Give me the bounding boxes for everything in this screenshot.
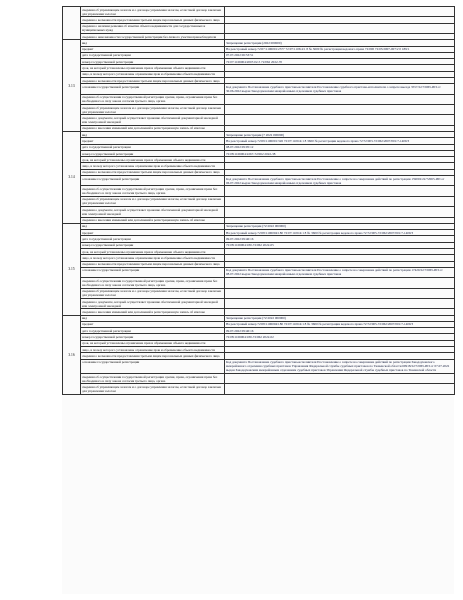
section-number: 3.14 — [63, 132, 81, 224]
field-value: Код документа Постановление судебного пристава-исполнителя Постановление о запрете на совершение действий по регистрации 159002/22/72065-ИП от 06.07.2022 выдан Заводоуковским межрайонным отделением судебных приставов — [225, 176, 455, 186]
field-label: лицо, в пользу которого установлены ограничение прав и обременение объекта недвижимости — [81, 255, 225, 261]
field-label: основание государственной регистрации — [81, 84, 225, 94]
field-value — [225, 374, 455, 384]
field-value: Код документа Постановление судебного пристава-исполнителя Постановление судебного пристава-исполнителя о запрете выезда 3557/22/72065-ИП от 30.06.2022 выдан Заводоуковским межрайонным отделением судебных приставов — [225, 84, 455, 94]
field-value: Код документа Постановление судебного пристава-исполнителя Постановление о запрете на совершение действий по регистрации 17420/22/72065-ИП от 08.07.2022 выдан Заводоуковским межрайонным отделением судебных приставов — [225, 267, 455, 277]
field-label: вид — [81, 40, 225, 46]
field-label: срок, на который установлены ограничение прав и обременение объекта недвижимости — [81, 248, 225, 254]
section-number: 3.13 — [63, 40, 81, 132]
field-label: сведения об осуществлении государственной регистрации сделки, права, ограничения права без необходимого в силу закона согласия третьего лица, органа — [81, 278, 225, 288]
field-value — [225, 384, 455, 394]
field-label: предмет — [81, 138, 225, 144]
field-label: сведения об осуществлении государственной регистрации сделки, права, ограничения права без необходимого в силу закона согласия третьего лица, органа — [81, 374, 225, 384]
field-value: 72:08:1106004:180-72/062 2022-05 — [225, 242, 455, 248]
field-label: предмет — [81, 46, 225, 52]
field-value — [225, 186, 455, 196]
field-label: вид — [81, 223, 225, 229]
field-value — [225, 115, 455, 125]
field-label: номер государственной регистрации — [81, 334, 225, 340]
field-value: 09.07.2022 09:46:16 — [225, 236, 455, 242]
field-label: номер государственной регистрации — [81, 242, 225, 248]
field-label: дата государственной регистрации — [81, 328, 225, 334]
table-row — [63, 374, 455, 384]
table-row — [63, 186, 455, 196]
field-label: сведения о внесении изменений или дополнений в регистрационную запись об ипотеке — [81, 217, 225, 223]
field-label: вид — [81, 315, 225, 321]
field-label: основание государственной регистрации — [81, 359, 225, 373]
field-label: дата государственной регистрации — [81, 236, 225, 242]
field-label: основание государственной регистрации — [81, 267, 225, 277]
field-label: номер государственной регистрации — [81, 59, 225, 65]
field-label: предмет — [81, 230, 225, 236]
field-label: сведения о невозможности государственной регистрации без личного участия правообладателя — [81, 34, 225, 40]
field-label: сведения об осуществлении государственной регистрации сделки, права, ограничения права без необходимого в силу закона согласия третьего лица, органа — [81, 94, 225, 104]
field-label: лицо, в пользу которого установлены ограничение прав и обременение объекта недвижимости — [81, 346, 225, 352]
field-label: дата государственной регистрации — [81, 144, 225, 150]
field-value — [225, 288, 455, 298]
field-value: На реестровый номер 72:08:1106004:180 72:07:1106:4/1 8 № 3600 № регистрации ведомого права 72:72/005-72/062/2007/001/7-1409/3 — [225, 230, 455, 236]
table-row — [63, 267, 455, 277]
field-label: сведения об управляющем залогом и о договоре управления залогом, если такой договор заключен для управления залогом — [81, 384, 225, 394]
field-value: На реестровый номер 72:07:1106001:2377 72:07:1106:4/1 8 № 3600 № регистрации ведомого права 72/000 72/03/2007-007/2 0 189/1 — [225, 46, 455, 52]
field-label: сведения о возможности предоставления третьим лицам персональных данных физического лица — [81, 169, 225, 175]
field-value: 72:08:1106004:2267-72/062 2022-38 — [225, 150, 455, 156]
document-sheet — [62, 6, 454, 594]
table-row — [63, 359, 455, 373]
section-number: 3.16 — [63, 315, 81, 394]
field-value — [225, 7, 455, 17]
field-value: 08.07.2022 09:05:12 — [225, 144, 455, 150]
table-row — [63, 23, 455, 33]
field-value — [225, 278, 455, 288]
field-value: На реестровый номер 72:08:1106004:180 72:07:1106:4/1 8 № 3600 № регистрации ведомого права 72:72/005-72/062/2007/001/7-1409/3 — [225, 321, 455, 327]
table-row — [63, 207, 455, 217]
field-label: предмет — [81, 321, 225, 327]
table-row — [63, 176, 455, 186]
table-row — [63, 384, 455, 394]
field-label: сведения о возможности предоставления третьим лицам персональных данных физического лица — [81, 353, 225, 359]
field-value: Запрещение регистрации (72:2022 000000) — [225, 315, 455, 321]
table-row — [63, 7, 455, 17]
field-label: вид — [81, 132, 225, 138]
field-label: сведения об управляющем залогом и о договоре управления залогом, если такой договор заключен для управления залогом — [81, 7, 225, 17]
field-label: лицо, в пользу которого установлены ограничение прав и обременение объекта недвижимости — [81, 163, 225, 169]
field-value: Код документа Постановление судебного пристава-исполнителя Постановление о запрете на совершение действий по регистрации Заводоуковского межрайонного отделения судебных приставов Управления Федеральной службы судебных приставов по Тюменской области 69918/22/72065-ИП от 07.07.2022 выдан Заводоуковским межрайонным отделением судебных приставов Управления Федеральной службы судебных приставов по Тюменской области — [225, 359, 455, 373]
field-label: сведения о внесении изменений или дополнений в регистрационную запись об ипотеке — [81, 309, 225, 315]
field-label: сведения о документе, который осуществляет хранение обеспеченной документарной закладной или электронной закладной — [81, 298, 225, 308]
table-row — [63, 298, 455, 308]
field-value: 07.07.2022 06:53:51 — [225, 52, 455, 58]
field-label: срок, на который установлены ограничение прав и обременение объекта недвижимости — [81, 65, 225, 71]
field-label: сведения о документе, который осуществляет хранение обеспеченной документарной закладной или электронной закладной — [81, 115, 225, 125]
section-number: 3.15 — [63, 223, 81, 315]
field-value — [225, 298, 455, 308]
field-label: сведения о документе, который осуществляет хранение обеспеченной документарной закладной или электронной закладной — [81, 207, 225, 217]
field-label: номер государственной регистрации — [81, 150, 225, 156]
table-row — [63, 288, 455, 298]
field-label: дата государственной регистрации — [81, 52, 225, 58]
table-row — [63, 278, 455, 288]
field-value: 72:08:1106004:180-72/062 2022-02 — [225, 334, 455, 340]
section-number — [63, 7, 81, 40]
field-label: лицо, в пользу которого установлены ограничение прав и обременение объекта недвижимости — [81, 71, 225, 77]
field-value — [225, 23, 455, 33]
field-value: 09.07.2022 09:46:16 — [225, 328, 455, 334]
field-label: срок, на который установлены ограничение прав и обременение объекта недвижимости — [81, 340, 225, 346]
field-value: Запрещение регистрации (2022 000000) — [225, 40, 455, 46]
field-label: сведения об осуществлении государственной регистрации сделки, права, ограничения права без необходимого в силу закона согласия третьего лица, органа — [81, 186, 225, 196]
table-row — [63, 84, 455, 94]
field-label: сведения о возможности предоставления третьим лицам персональных данных физического лица — [81, 261, 225, 267]
table-row — [63, 115, 455, 125]
table-row — [63, 196, 455, 206]
field-value: Запрещение регистрации (7 2022 000000) — [225, 132, 455, 138]
field-label: сведения о возможности предоставления третьим лицам персональных данных физического лица — [81, 17, 225, 23]
field-label: сведения об управляющем залогом и о договоре управления залогом, если такой договор заключен для управления залогом — [81, 196, 225, 206]
field-label: сведения об управляющем залогом и о договоре управления залогом, если такой договор заключен для управления залогом — [81, 105, 225, 115]
encumbrance-register-table — [62, 6, 455, 395]
field-label: сведения о наличии решения об изъятии объекта недвижимости для государственных и муниципальных нужд — [81, 23, 225, 33]
field-value — [225, 105, 455, 115]
field-value: Запрещение регистрации (72:2022 000000) — [225, 223, 455, 229]
field-label: основание государственной регистрации — [81, 176, 225, 186]
table-row — [63, 105, 455, 115]
field-value: На реестровый номер 72:09:1106001:326 72:07:1106:4/1 8 3600 № регистрации ведомого права 72:72/003-72/062/2007/001/7-1409/3 — [225, 138, 455, 144]
field-value — [225, 94, 455, 104]
field-value — [225, 207, 455, 217]
field-label: срок, на который установлены ограничение прав и обременение объекта недвижимости — [81, 157, 225, 163]
field-value — [225, 196, 455, 206]
table-row — [63, 94, 455, 104]
field-label: сведения о возможности предоставления третьим лицам персональных данных физического лица — [81, 78, 225, 84]
field-label: сведения об управляющем залогом и о договоре управления залогом, если такой договор заключен для управления залогом — [81, 288, 225, 298]
field-label: сведения о внесении изменений или дополнений в регистрационную запись об ипотеке — [81, 125, 225, 131]
field-value: 72:07:1106004:2003 02-5 72/062 2022-70 — [225, 59, 455, 65]
